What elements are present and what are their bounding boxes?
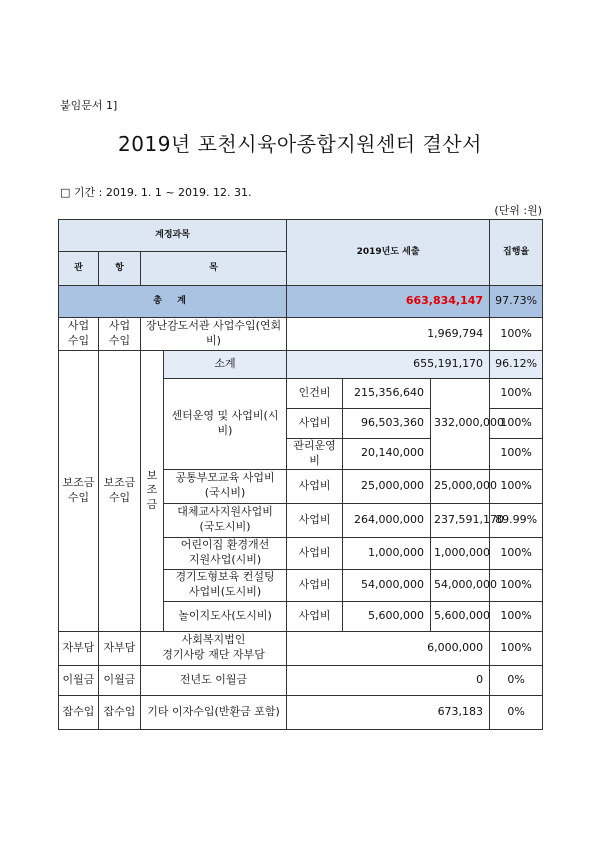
header-account: 계정과목 [59,220,287,252]
table-row-rate: 100% [490,569,543,601]
table-row-label: 놀이지도사(도시비) [164,601,287,631]
carry-rate: 0% [490,665,543,695]
table-row-kind: 사업비 [287,569,343,601]
table-row-rate: 100% [490,601,543,631]
table-row-kind: 사업비 [287,601,343,631]
subsidy-hang: 보조금 수입 [99,351,141,632]
business-mok: 장난감도서관 사업수입(연회비) [141,318,287,351]
center-label: 센터운영 및 사업비(시비) [164,379,287,470]
page-title: 2019년 포천시육아종합지원센터 결산서 [118,132,482,156]
table-row-rate: 100% [490,537,543,569]
self-amount: 6,000,000 [287,631,490,665]
table-row-amount: 96,503,360 [343,409,431,439]
table-row-label: 대체교사지원사업비 (국도시비) [164,503,287,537]
subtotal-label: 소계 [164,351,287,379]
center-group-total: 332,000,000 [431,379,490,470]
self-mok: 사회복지법인 경기사랑 재단 자부담 [141,631,287,665]
settlement-table [58,219,543,730]
header-gwan: 관 [59,252,99,286]
header-hang: 항 [99,252,141,286]
subtotal-rate: 96.12% [490,351,543,379]
table-row-kind: 관리운영비 [287,439,343,470]
table-row-kind: 사업비 [287,537,343,569]
header-rate: 집행율 [490,220,543,286]
table-row-rate: 100% [490,469,543,503]
table-row-amount: 54,000,000 [431,569,490,601]
table-row-kind: 사업비 [287,469,343,503]
table-row-rate: 100% [490,439,543,470]
subsidy-gwan: 보조금 수입 [59,351,99,632]
carry-gwan: 이월금 [59,665,99,695]
self-rate: 100% [490,631,543,665]
total-rate: 97.73% [490,286,543,318]
table-row-rate: 100% [490,379,543,409]
table-row-amount: 1,000,000 [431,537,490,569]
misc-amount: 673,183 [287,695,490,729]
period-label: □ 기간 : 2019. 1. 1 ~ 2019. 12. 31. [60,186,252,199]
table-row-label: 공통부모교육 사업비 (국시비) [164,469,287,503]
total-amount: 663,834,147 [287,286,490,318]
misc-mok: 기타 이자수입(반환금 포함) [141,695,287,729]
misc-rate: 0% [490,695,543,729]
table-row-amount: 237,591,170 [431,503,490,537]
business-gwan: 사업 수입 [59,318,99,351]
carry-amount: 0 [287,665,490,695]
header-mok: 목 [141,252,287,286]
unit-label: (단위 :원) [494,204,542,217]
carry-hang: 이월금 [99,665,141,695]
attachment-label: 붙임문서 1] [60,99,118,112]
table-row-budget: 1,000,000 [343,537,431,569]
table-row-rate: 89.99% [490,503,543,537]
table-row-amount: 20,140,000 [343,439,431,470]
business-rate: 100% [490,318,543,351]
misc-gwan: 잡수입 [59,695,99,729]
carry-mok: 전년도 이월금 [141,665,287,695]
table-row-budget: 264,000,000 [343,503,431,537]
table-row-rate: 100% [490,409,543,439]
table-row-amount: 5,600,000 [431,601,490,631]
business-hang: 사업 수입 [99,318,141,351]
business-amount: 1,969,794 [287,318,490,351]
misc-hang: 잡수입 [99,695,141,729]
table-row-label: 경기도형보육 컨설팅 사업비(도시비) [164,569,287,601]
subsidy-mok-vertical: 보 조 금 [141,351,164,632]
header-revenue: 2019년도 세출 [287,220,490,286]
table-row-budget: 5,600,000 [343,601,431,631]
table-row-label: 어린이집 환경개선 지원사업(시비) [164,537,287,569]
table-row-kind: 사업비 [287,409,343,439]
table-row-kind: 사업비 [287,503,343,537]
table-row-amount: 215,356,640 [343,379,431,409]
self-gwan: 자부담 [59,631,99,665]
table-row-budget: 25,000,000 [343,469,431,503]
self-hang: 자부담 [99,631,141,665]
table-row-amount: 25,000,000 [431,469,490,503]
total-label: 총 계 [59,286,287,318]
table-row-kind: 인건비 [287,379,343,409]
subtotal-amount: 655,191,170 [287,351,490,379]
table-row-budget: 54,000,000 [343,569,431,601]
